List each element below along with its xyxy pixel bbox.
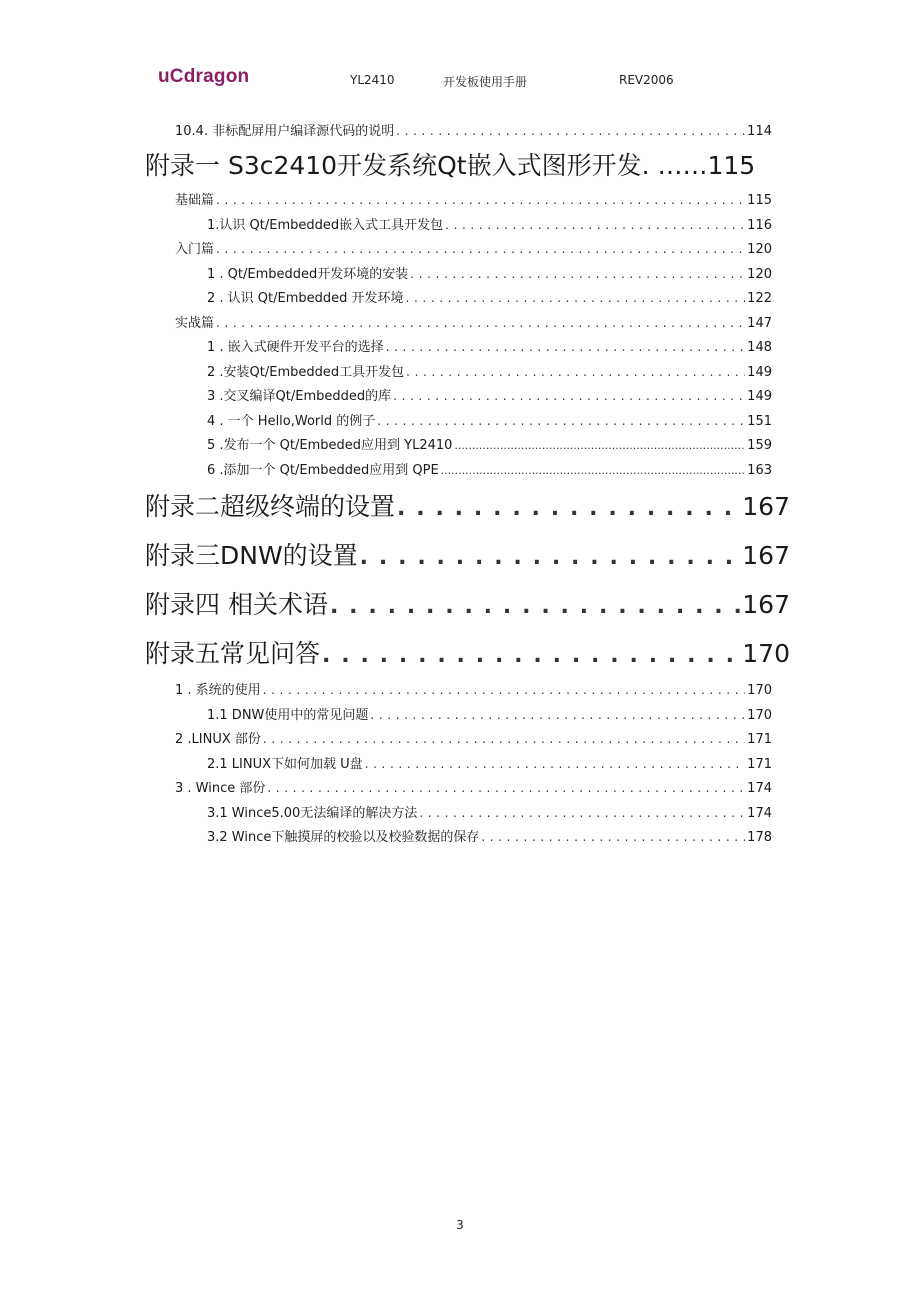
toc-entry-page: 174 (747, 806, 772, 821)
toc-entry-title: 入门篇 (175, 242, 215, 257)
toc-entry-page: 171 (747, 732, 772, 747)
toc-entry[interactable] (207, 361, 772, 379)
toc-leader (406, 365, 745, 379)
toc-entry[interactable] (207, 287, 772, 305)
toc-appendix-heading[interactable] (145, 146, 755, 182)
toc-entry[interactable] (207, 802, 772, 820)
toc-leader (370, 708, 745, 722)
toc-entry-title: 附录三DNW的设置 (145, 541, 358, 570)
toc-leader (397, 496, 740, 521)
toc-entry-title: 1.认识 Qt/Embedded嵌入式工具开发包 (207, 218, 444, 233)
toc-appendix-entry[interactable] (145, 487, 790, 521)
toc-entry-title: 1 . Qt/Embedded开发环境的安装 (207, 267, 409, 282)
toc-leader (386, 340, 746, 354)
toc-entry-title: 3.2 Wince下触摸屏的校验以及校验数据的保存 (207, 830, 480, 845)
toc-entry-title: 实战篇 (175, 316, 215, 331)
toc-leader (322, 643, 740, 668)
header-title: 开发板使用手册 (443, 75, 528, 89)
toc-entry-title: 1 . 嵌入式硬件开发平台的选择 (207, 340, 384, 355)
toc-entry-page: 114 (747, 124, 772, 139)
toc-leader (365, 757, 745, 771)
toc-entry[interactable] (207, 753, 772, 771)
toc-entry-page: 170 (747, 683, 772, 698)
toc-entry[interactable] (207, 385, 772, 403)
toc-entry-title: 1 . 系统的使用 (175, 683, 261, 698)
toc-entry-title: 附录四 相关术语 (145, 590, 328, 619)
toc-entry-title: 基础篇 (175, 193, 215, 208)
toc-leader (410, 267, 745, 281)
toc-appendix-entry[interactable] (145, 536, 790, 570)
toc-entry[interactable] (175, 679, 772, 697)
toc-leader (263, 732, 745, 746)
toc-entry[interactable] (207, 459, 772, 477)
toc-entry-page: 167 (742, 492, 790, 521)
page-header (0, 66, 920, 94)
toc-entry-title: 3 . Wince 部份 (175, 781, 266, 796)
toc-entry-title: 2.1 LINUX下如何加载 U盘 (207, 757, 363, 772)
toc-entry-title: 3.1 Wince5.00无法编译的解决方法 (207, 806, 418, 821)
toc-entry-page: 167 (742, 590, 790, 619)
toc-leader (216, 316, 745, 330)
toc-entry-page: 120 (747, 242, 772, 257)
toc-entry[interactable] (175, 238, 772, 256)
toc-entry-page: 167 (742, 541, 790, 570)
toc-entry[interactable] (175, 777, 772, 795)
toc-leader (360, 545, 741, 570)
toc-entry-title: 2 . 认识 Qt/Embedded 开发环境 (207, 291, 404, 306)
toc-leader (419, 806, 745, 820)
toc-entry[interactable] (207, 336, 772, 354)
toc-entry[interactable] (207, 704, 772, 722)
toc-entry-page: 170 (747, 708, 772, 723)
toc-entry-title: 10.4. 非标配屏用户编译源代码的说明 (175, 124, 395, 139)
toc-entry-page: 122 (747, 291, 772, 306)
toc-entry-title: 1.1 DNW使用中的常见问题 (207, 708, 369, 723)
toc-entry[interactable] (175, 189, 772, 207)
toc-leader (445, 218, 745, 232)
toc-leader (267, 781, 745, 795)
toc-entry[interactable] (207, 434, 772, 452)
toc-entry-page: 149 (747, 389, 772, 404)
toc-leader (216, 242, 745, 256)
toc-entry-title: 附录五常见问答 (145, 639, 321, 668)
toc-entry-page: 170 (742, 639, 790, 668)
toc-entry-title: 附录二超级终端的设置 (145, 492, 396, 521)
toc-entry[interactable] (207, 214, 772, 232)
toc-entry-page: 148 (747, 340, 772, 355)
toc-leader (454, 439, 745, 452)
toc-entry-title: 3 .交叉编译Qt/Embedded的库 (207, 389, 392, 404)
toc-entry-page: 116 (747, 218, 772, 233)
toc-entry[interactable] (207, 263, 772, 281)
toc-entry-page: 147 (747, 316, 772, 331)
toc-leader (481, 830, 745, 844)
toc-appendix-entry[interactable] (145, 634, 790, 668)
toc-leader (377, 414, 745, 428)
toc-leader (406, 291, 746, 305)
toc-entry-page: 178 (747, 830, 772, 845)
toc-entry[interactable] (175, 728, 772, 746)
toc-leader (393, 389, 745, 403)
toc-entry-title: 5 .发布一个 Qt/Embeded应用到 YL2410 (207, 438, 453, 453)
toc-leader (263, 683, 746, 697)
toc-entry-page: 149 (747, 365, 772, 380)
header-revision: REV2006 (619, 73, 674, 87)
brand-logo: uCdragon (158, 66, 250, 87)
toc-entry-page: 120 (747, 267, 772, 282)
toc-entry[interactable] (175, 312, 772, 330)
toc-entry-page: 174 (747, 781, 772, 796)
toc-leader (330, 594, 740, 619)
toc-entry-page: 171 (747, 757, 772, 772)
toc-entry-page: 151 (747, 414, 772, 429)
header-model: YL2410 (350, 73, 395, 87)
toc-entry-page: 115 (747, 193, 772, 208)
toc-entry-title: 2 .LINUX 部份 (175, 732, 261, 747)
toc-entry-page: 159 (747, 438, 772, 453)
toc-leader (216, 193, 745, 207)
toc-entry-page: 163 (747, 463, 772, 478)
toc-entry[interactable] (207, 410, 772, 428)
toc-entry-title: 6 .添加一个 Qt/Embedded应用到 QPE (207, 463, 439, 478)
page-number: 3 (456, 1218, 464, 1232)
toc-entry[interactable] (175, 120, 772, 138)
toc-entry-title: 2 .安装Qt/Embedded工具开发包 (207, 365, 405, 380)
toc-entry-title: 附录一 S3c2410开发系统Qt嵌入式图形开发. ……115 (145, 151, 756, 180)
toc-entry[interactable] (207, 826, 772, 844)
toc-leader (441, 464, 745, 477)
toc-appendix-entry[interactable] (145, 585, 790, 619)
toc-leader (396, 124, 745, 138)
toc-entry-title: 4 . 一个 Hello,World 的例子 (207, 414, 376, 429)
